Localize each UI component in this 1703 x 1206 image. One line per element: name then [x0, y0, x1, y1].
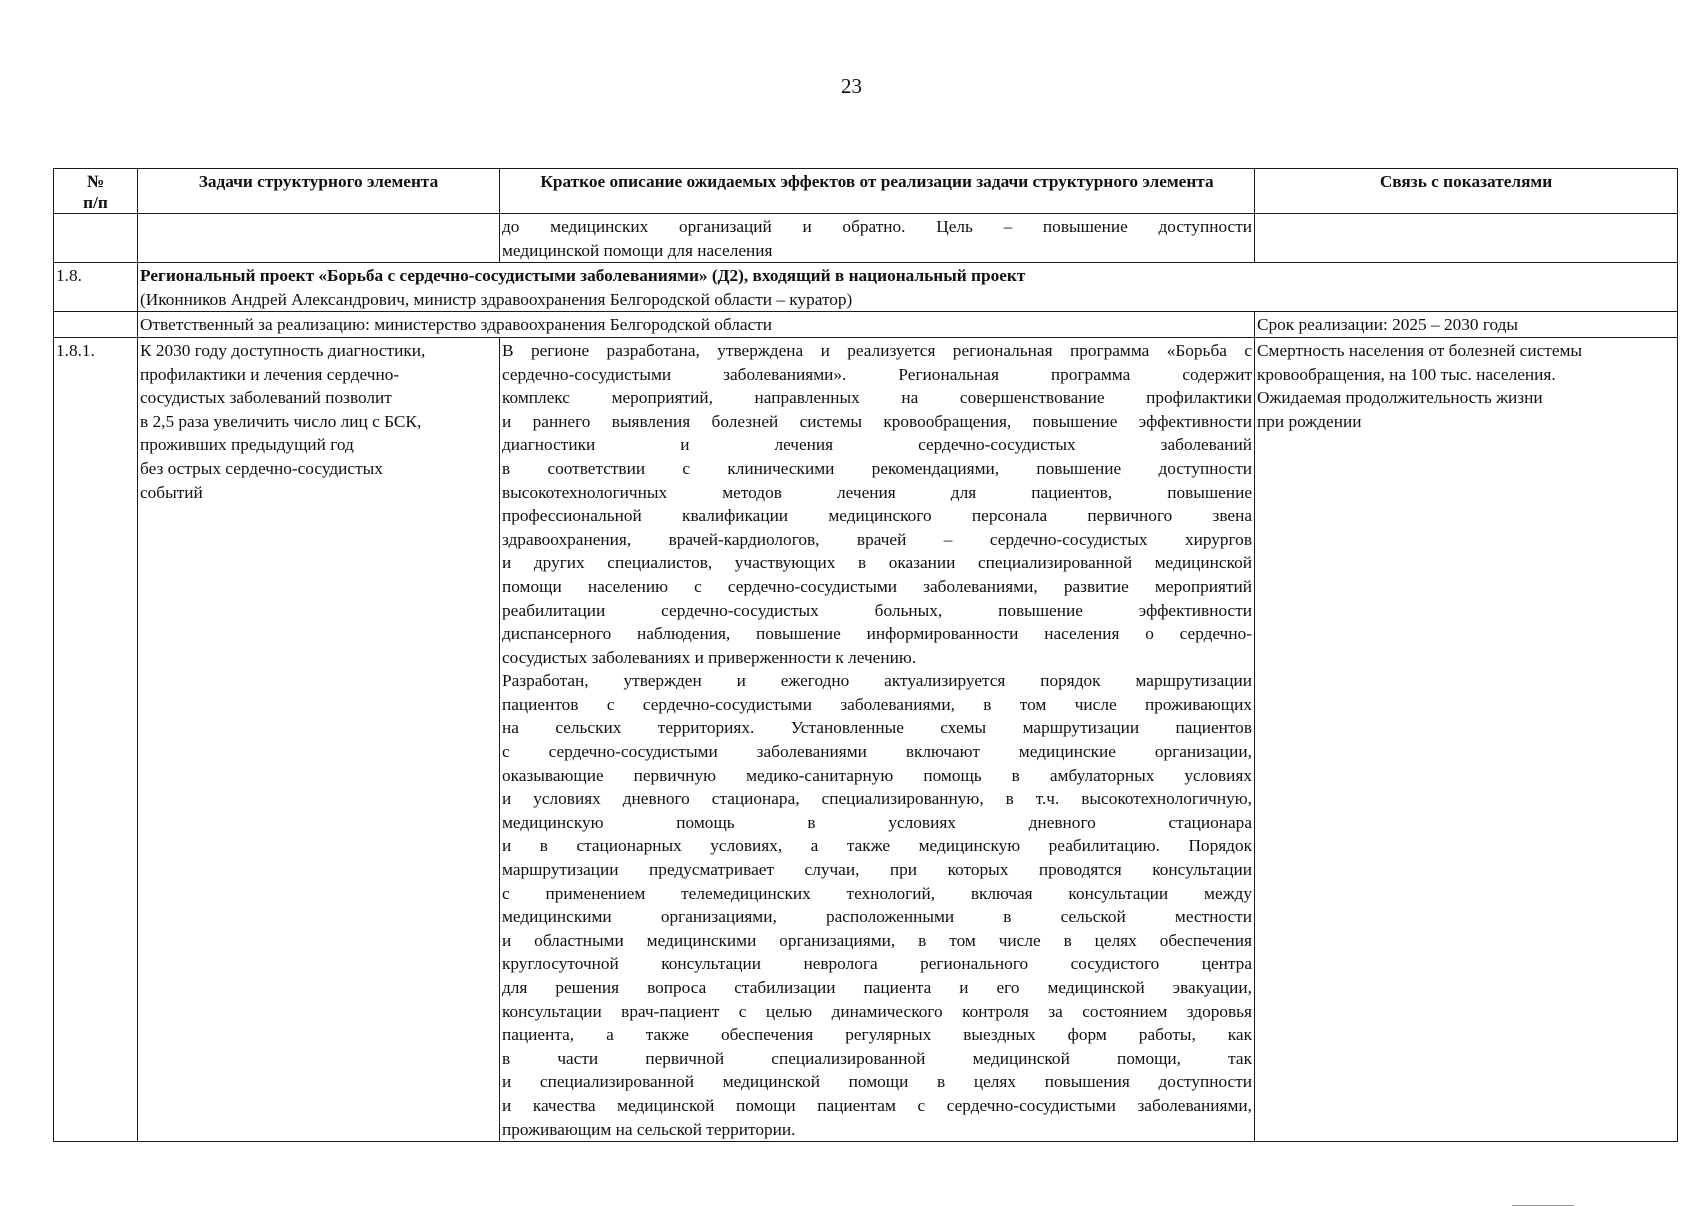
- description-line: в части первичной специализированной медицинской помощи, так: [502, 1048, 1252, 1068]
- description-line: В регионе разработана, утверждена и реализуется региональная программа «Борьба с: [502, 340, 1252, 360]
- link-line: при рождении: [1257, 411, 1362, 431]
- description-line: и условиях дневного стационара, специализированную, в т.ч. высокотехнологичную,: [502, 789, 1252, 809]
- project-cell: [138, 263, 1678, 312]
- description-line: и качества медицинской помощи пациентам с сердечно-сосудистыми заболеваниями,: [502, 1095, 1252, 1115]
- description-line: медицинскими организациями, расположенными в сельской местности: [502, 907, 1252, 927]
- description-line: пациента, а также обеспечения регулярных выездных форм работы, как: [502, 1025, 1252, 1045]
- description-line: с сердечно-сосудистыми заболеваниями включают медицинские организации,: [502, 742, 1252, 762]
- link-line: Смертность населения от болезней системы: [1257, 340, 1583, 360]
- description-line: маршрутизации предусматривает случаи, при которых проводятся консультации: [502, 860, 1252, 880]
- task-cell: [138, 337, 500, 1141]
- continuation-link-cell: [1255, 214, 1678, 263]
- project-title: Региональный проект «Борьба с сердечно-сосудистыми заболеваниями» (Д2), входящий в национальный проект: [140, 266, 1026, 286]
- project-curator: (Иконников Андрей Александрович, министр здравоохранения Белгородской области – куратор): [140, 289, 853, 309]
- task-link-cell: [1255, 337, 1678, 1141]
- continuation-line: до медицинских организаций и обратно. Цель – повышение доступности: [502, 217, 1252, 236]
- description-line: Разработан, утвержден и ежегодно актуализируется порядок маршрутизации: [502, 671, 1252, 691]
- description-line: круглосуточной консультации невролога регионального сосудистого центра: [502, 954, 1252, 974]
- task-line: событий: [140, 482, 203, 502]
- header-description: Краткое описание ожидаемых эффектов от реализации задачи структурного элемента: [500, 169, 1255, 214]
- description-line: комплекс мероприятий, направленных на совершенствование профилактики: [502, 388, 1252, 408]
- continuation-row: [54, 214, 1678, 263]
- structural-elements-table: [53, 168, 1678, 1142]
- responsible-row: [54, 312, 1678, 338]
- task-line: К 2030 году доступность диагностики,: [140, 340, 426, 360]
- description-line: и областными медицинскими организациями, в том числе в целях обеспечения: [502, 930, 1252, 950]
- task-line: проживших предыдущий год: [140, 435, 354, 455]
- header-link: Связь с показателями: [1255, 169, 1678, 214]
- task-line: сосудистых заболеваний позволит: [140, 388, 392, 408]
- task-line: в 2,5 раза увеличить число лиц с БСК,: [140, 411, 422, 431]
- task-description-cell: [500, 337, 1255, 1141]
- continuation-num-cell: [54, 214, 138, 263]
- description-line: оказывающие первичную медико-санитарную помощь в амбулаторных условиях: [502, 765, 1252, 785]
- description-line: и в стационарных условиях, а также медицинскую реабилитацию. Порядок: [502, 836, 1252, 856]
- description-line: профессиональной квалификации медицинского персонала первичного звена: [502, 506, 1252, 526]
- project-row: [54, 263, 1678, 312]
- project-num: 1.8.: [54, 263, 138, 312]
- task-line: без острых сердечно-сосудистых: [140, 458, 383, 478]
- page-number: 23: [841, 74, 862, 98]
- description-line: и специализированной медицинской помощи в целях повышения доступности: [502, 1072, 1252, 1092]
- description-line: в соответствии с клиническими рекомендациями, повышение доступности: [502, 458, 1252, 478]
- term-cell: Срок реализации: 2025 – 2030 годы: [1255, 312, 1678, 338]
- description-line: реабилитации сердечно-сосудистых больных, повышение эффективности: [502, 600, 1252, 620]
- header-num: [54, 169, 138, 214]
- header-num-line1: №: [86, 172, 105, 191]
- responsible-cell: Ответственный за реализацию: министерство здравоохранения Белгородской области: [138, 312, 1255, 338]
- continuation-task-cell: [138, 214, 500, 263]
- task-row: [54, 337, 1678, 1141]
- task-num: 1.8.1.: [54, 337, 138, 1141]
- continuation-description-cell: [500, 214, 1255, 263]
- link-line: кровообращения, на 100 тыс. населения.: [1257, 364, 1556, 384]
- responsible-num-cell: [54, 312, 138, 338]
- header-num-line2: п/п: [83, 193, 108, 212]
- description-line: здравоохранения, врачей-кардиологов, врачей – сердечно-сосудистых хирургов: [502, 529, 1252, 549]
- description-line: консультации врач-пациент с целью динамического контроля за состоянием здоровья: [502, 1001, 1252, 1021]
- description-line: с применением телемедицинских технологий, включая консультации между: [502, 883, 1252, 903]
- task-line: профилактики и лечения сердечно-: [140, 364, 400, 384]
- description-line: пациентов с сердечно-сосудистыми заболеваниями, в том числе проживающих: [502, 694, 1252, 714]
- link-line: Ожидаемая продолжительность жизни: [1257, 388, 1543, 408]
- description-line: сердечно-сосудистыми заболеваниями». Региональная программа содержит: [502, 364, 1252, 384]
- description-line: проживающим на сельской территории.: [502, 1119, 796, 1139]
- description-line: диагностики и лечения сердечно-сосудистых заболеваний: [502, 435, 1252, 455]
- description-line: и других специалистов, участвующих в оказании специализированной медицинской: [502, 553, 1252, 573]
- description-line: для решения вопроса стабилизации пациента и его медицинской эвакуации,: [502, 978, 1252, 997]
- description-line: диспансерного наблюдения, повышение информированности населения о сердечно-: [502, 624, 1252, 644]
- header-tasks: Задачи структурного элемента: [138, 169, 500, 214]
- description-line: помощи населению с сердечно-сосудистыми заболеваниями, развитие мероприятий: [502, 576, 1252, 596]
- description-line: и раннего выявления болезней системы кровообращения, повышение эффективности: [502, 411, 1252, 431]
- description-line: сосудистых заболеваниях и приверженности к лечению.: [502, 647, 917, 667]
- description-line: на сельских территориях. Установленные схемы маршрутизации пациентов: [502, 718, 1252, 738]
- continuation-line: медицинской помощи для населения: [502, 240, 773, 260]
- description-line: медицинскую помощь в условиях дневного стационара: [502, 812, 1252, 832]
- description-line: высокотехнологичных методов лечения для пациентов, повышение: [502, 482, 1252, 502]
- table-header-row: [54, 169, 1678, 214]
